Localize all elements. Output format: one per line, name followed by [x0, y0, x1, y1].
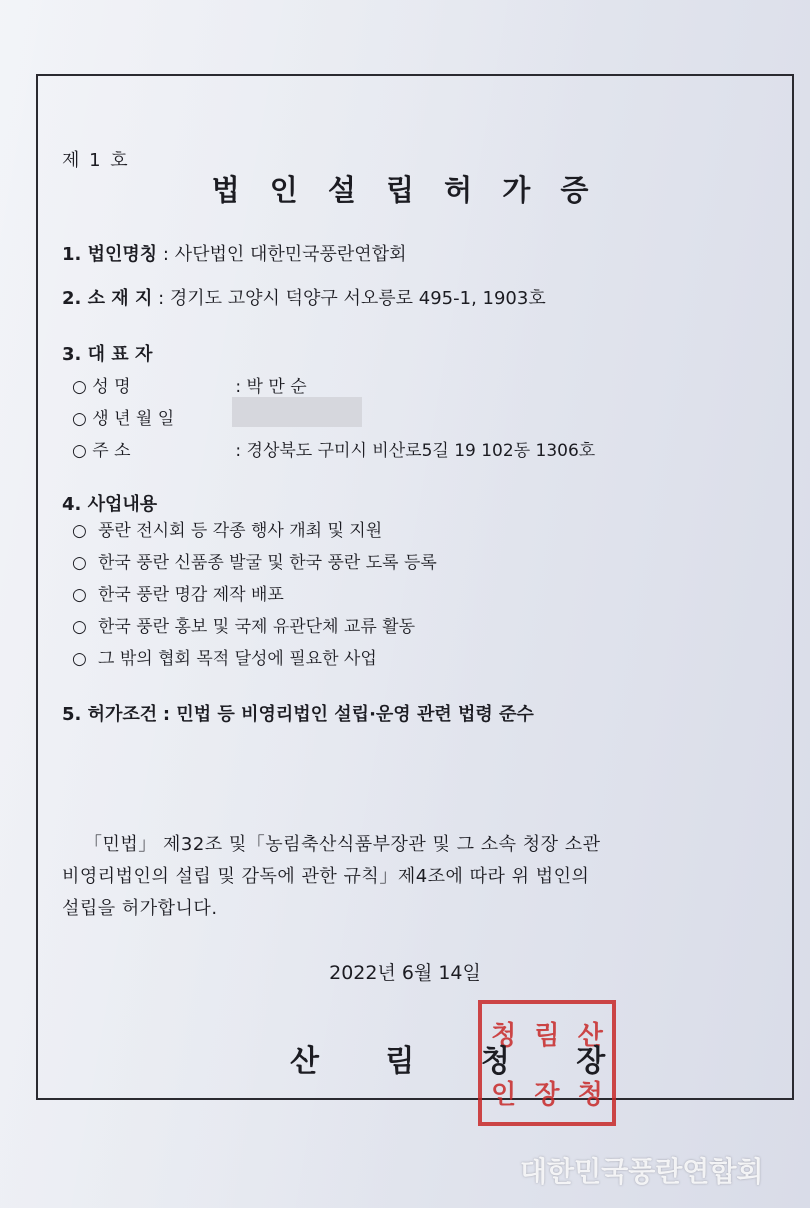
section-label: 3. 대 표 자 [62, 344, 153, 365]
rep-birth-row [72, 404, 241, 429]
document-title: 법 인 설 립 허 가 증 [211, 173, 599, 207]
redacted-birthdate [232, 397, 362, 427]
section-value: : 민법 등 비영리법인 설립·운영 관련 법령 준수 [162, 704, 534, 725]
section-corporation-name [62, 240, 406, 266]
list-item: ○ 한국 풍란 홍보 및 국제 유관단체 교류 활동 [72, 617, 416, 637]
rep-name-row [72, 372, 307, 397]
rep-name-value: : 박 만 순 [235, 377, 307, 397]
section-label: 2. 소 재 지 [62, 288, 153, 309]
watermark: 대한민국풍란연합회 [520, 1155, 764, 1188]
issuer-name: 산 림 청 장 [290, 1044, 634, 1079]
section-label: 4. 사업내용 [62, 494, 158, 515]
rep-address-value: : 경상북도 구미시 비산로5길 19 102동 1306호 [235, 441, 596, 461]
rep-address-row [72, 436, 595, 461]
list-item: ○ 한국 풍란 명감 제작 배포 [72, 585, 284, 605]
section-representative [62, 340, 152, 366]
list-item-text: 한국 풍란 신품종 발굴 및 한국 풍란 도록 등록 [98, 553, 437, 573]
section-label: 5. 허가조건 [62, 704, 158, 725]
rep-birth-label: ○ 생 년 월 일 [72, 409, 175, 429]
rep-address-label: ○ 주 소 [72, 441, 131, 461]
document-number: 제 1 호 [62, 150, 130, 171]
list-item-text: 한국 풍란 명감 제작 배포 [98, 585, 284, 605]
section-label: 1. 법인명칭 [62, 244, 158, 265]
rep-name-label: ○ 성 명 [72, 377, 131, 397]
official-seal: 청 림 산 인 장 청 [478, 1000, 616, 1126]
list-item-text: 한국 풍란 홍보 및 국제 유관단체 교류 활동 [98, 617, 416, 637]
section-value: : 사단법인 대한민국풍란연합회 [162, 244, 407, 265]
list-item-text: 풍란 전시회 등 각종 행사 개최 및 지원 [98, 521, 383, 541]
paragraph-line-1: 「민법」 제32조 및「농림축산식품부장관 및 그 소속 청장 소관 [84, 834, 601, 855]
list-item: ○ 한국 풍란 신품종 발굴 및 한국 풍란 도록 등록 [72, 553, 437, 573]
list-item-text: 그 밖의 협회 목적 달성에 필요한 사업 [98, 649, 377, 669]
section-location [62, 284, 546, 310]
paragraph-line-3: 설립을 허가합니다. [62, 898, 218, 919]
section-value: : 경기도 고양시 덕양구 서오릉로 495-1, 1903호 [158, 288, 546, 309]
section-permit-conditions [62, 700, 534, 726]
section-business [62, 490, 157, 516]
issue-date: 2022년 6월 14일 [329, 962, 481, 984]
list-item: ○ 그 밖의 협회 목적 달성에 필요한 사업 [72, 649, 377, 669]
list-item: ○ 풍란 전시회 등 각종 행사 개최 및 지원 [72, 521, 383, 541]
paragraph-line-2: 비영리법인의 설립 및 감독에 관한 규칙」제4조에 따라 위 법인의 [62, 866, 590, 887]
